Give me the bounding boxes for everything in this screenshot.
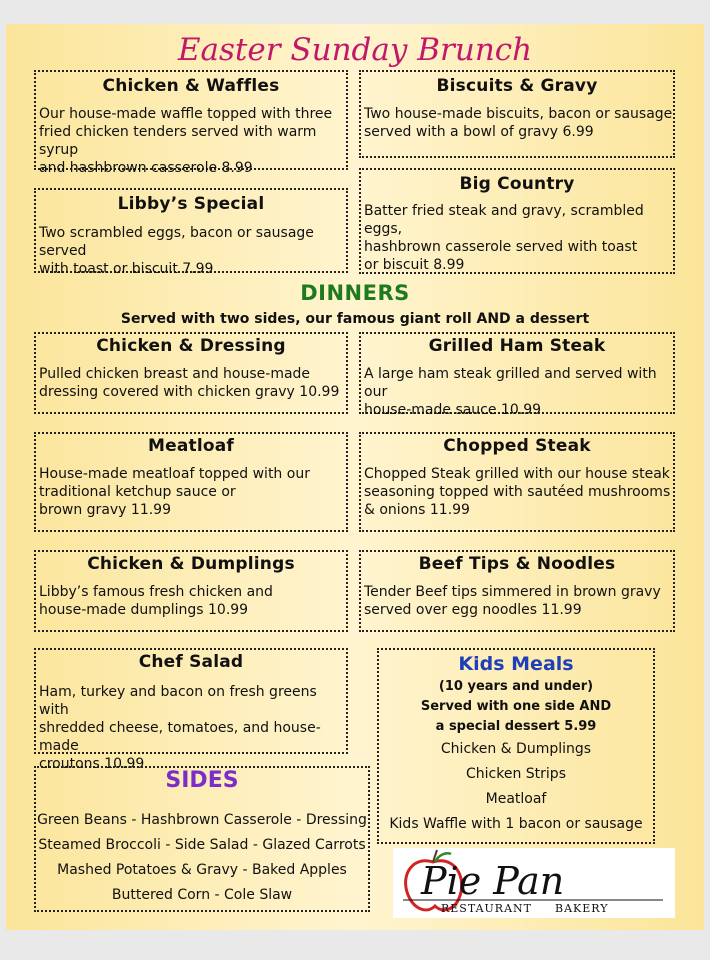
menu-item-chicken-dressing xyxy=(34,332,348,414)
item-description xyxy=(361,465,673,519)
logo-right-word: BAKERY xyxy=(555,902,609,915)
menu-item-meatloaf xyxy=(34,432,348,532)
logo-wordmark: Pie Pan xyxy=(421,859,565,903)
kids-item: Kids Waffle with 1 bacon or sausage xyxy=(389,816,643,832)
kids-note: a special dessert 5.99 xyxy=(435,719,597,734)
item-name: Chef Salad xyxy=(138,652,244,672)
menu-item-chef-salad xyxy=(34,648,348,772)
desc-line: Ham, turkey and bacon on fresh greens with xyxy=(39,684,317,718)
kids-meals-box xyxy=(377,648,655,844)
desc-line: shredded cheese, tomatoes, and house-made xyxy=(39,720,321,754)
menu-item-libbys-special xyxy=(34,188,348,277)
item-description xyxy=(361,202,673,274)
desc-line: house-made dumplings 10.99 xyxy=(39,602,249,618)
item-name: Biscuits & Gravy xyxy=(436,76,598,96)
desc-line: served over egg noodles 11.99 xyxy=(364,602,582,618)
kids-item: Chicken Strips xyxy=(466,766,566,782)
desc-line: & onions 11.99 xyxy=(364,502,470,518)
desc-line: fried chicken tenders served with warm syrup xyxy=(39,124,317,158)
kids-item: Meatloaf xyxy=(485,791,547,807)
desc-line: or biscuit 8.99 xyxy=(364,257,465,273)
sides-box xyxy=(34,766,370,912)
sides-line: Mashed Potatoes & Gravy - Baked Apples xyxy=(57,862,347,878)
item-name: Chicken & Dumplings xyxy=(87,554,295,574)
desc-line: traditional ketchup sauce or xyxy=(39,484,236,500)
desc-line: served with a bowl of gravy 6.99 xyxy=(364,124,594,140)
item-description xyxy=(361,365,673,419)
sides-line: Green Beans - Hashbrown Casserole - Dressing xyxy=(37,812,367,828)
item-description xyxy=(361,105,673,141)
menu-item-chicken-dumplings xyxy=(34,550,348,632)
item-name: Grilled Ham Steak xyxy=(428,336,606,356)
menu-item-big-country xyxy=(359,168,675,274)
pie-pan-logo xyxy=(393,848,675,918)
desc-line: Batter fried steak and gravy, scrambled eggs, xyxy=(364,203,644,237)
desc-line: Pulled chicken breast and house-made xyxy=(39,366,311,382)
kids-meals-title: Kids Meals xyxy=(458,653,574,675)
sides-line: Buttered Corn - Cole Slaw xyxy=(111,887,293,903)
kids-note: (10 years and under) xyxy=(438,679,594,694)
desc-line: Tender Beef tips simmered in brown gravy xyxy=(364,584,661,600)
item-name: Meatloaf xyxy=(147,436,235,456)
desc-line: hashbrown casserole served with toast xyxy=(364,239,638,255)
menu-item-chicken-waffles xyxy=(34,70,348,176)
desc-line: Libby’s famous fresh chicken and xyxy=(39,584,273,600)
desc-line: Two scrambled eggs, bacon or sausage served xyxy=(39,225,314,259)
desc-line: seasoning topped with sautéed mushrooms xyxy=(364,484,671,500)
item-description xyxy=(36,365,346,401)
menu-item-grilled-ham-steak xyxy=(359,332,675,418)
desc-line: Two house-made biscuits, bacon or sausage xyxy=(364,106,673,122)
item-description xyxy=(36,465,346,519)
menu-item-beef-tips-noodles xyxy=(359,550,675,632)
item-name: Big Country xyxy=(459,174,575,194)
item-description xyxy=(36,224,346,278)
dinners-heading: DINNERS xyxy=(300,281,410,305)
desc-line: croutons 10.99 xyxy=(39,756,145,772)
kids-item: Chicken & Dumplings xyxy=(440,741,592,757)
desc-line: Our house-made waffle topped with three xyxy=(39,106,333,122)
menu-page xyxy=(6,24,704,930)
item-name: Beef Tips & Noodles xyxy=(418,554,616,574)
item-description xyxy=(36,583,346,619)
item-name: Chopped Steak xyxy=(443,436,591,456)
item-description xyxy=(36,105,346,177)
item-description xyxy=(361,583,673,619)
dinners-subtitle: Served with two sides, our famous giant roll AND a dessert xyxy=(120,311,590,327)
desc-line: brown gravy 11.99 xyxy=(39,502,171,518)
desc-line: and hashbrown casserole 8.99 xyxy=(39,160,253,176)
desc-line: Chopped Steak grilled with our house steak xyxy=(364,466,670,482)
pie-pan-logo-art xyxy=(393,848,675,918)
menu-item-chopped-steak xyxy=(359,432,675,532)
item-description xyxy=(36,683,346,773)
desc-line: A large ham steak grilled and served with our xyxy=(364,366,657,400)
sides-list xyxy=(36,808,368,908)
item-name: Libby’s Special xyxy=(117,194,265,214)
sides-heading: SIDES xyxy=(165,768,239,793)
desc-line: house-made sauce 10.99 xyxy=(364,402,542,418)
logo-left-word: RESTAURANT xyxy=(441,902,532,915)
desc-line: with toast or biscuit 7.99 xyxy=(39,261,214,277)
item-name: Chicken & Dressing xyxy=(96,336,286,356)
item-name: Chicken & Waffles xyxy=(102,76,280,96)
desc-line: dressing covered with chicken gravy 10.99 xyxy=(39,384,340,400)
kids-note: Served with one side AND xyxy=(420,699,612,714)
menu-item-biscuits-gravy xyxy=(359,70,675,158)
menu-title: Easter Sunday Brunch xyxy=(177,32,533,68)
sides-line: Steamed Broccoli - Side Salad - Glazed Carrots xyxy=(38,837,366,853)
desc-line: House-made meatloaf topped with our xyxy=(39,466,310,482)
